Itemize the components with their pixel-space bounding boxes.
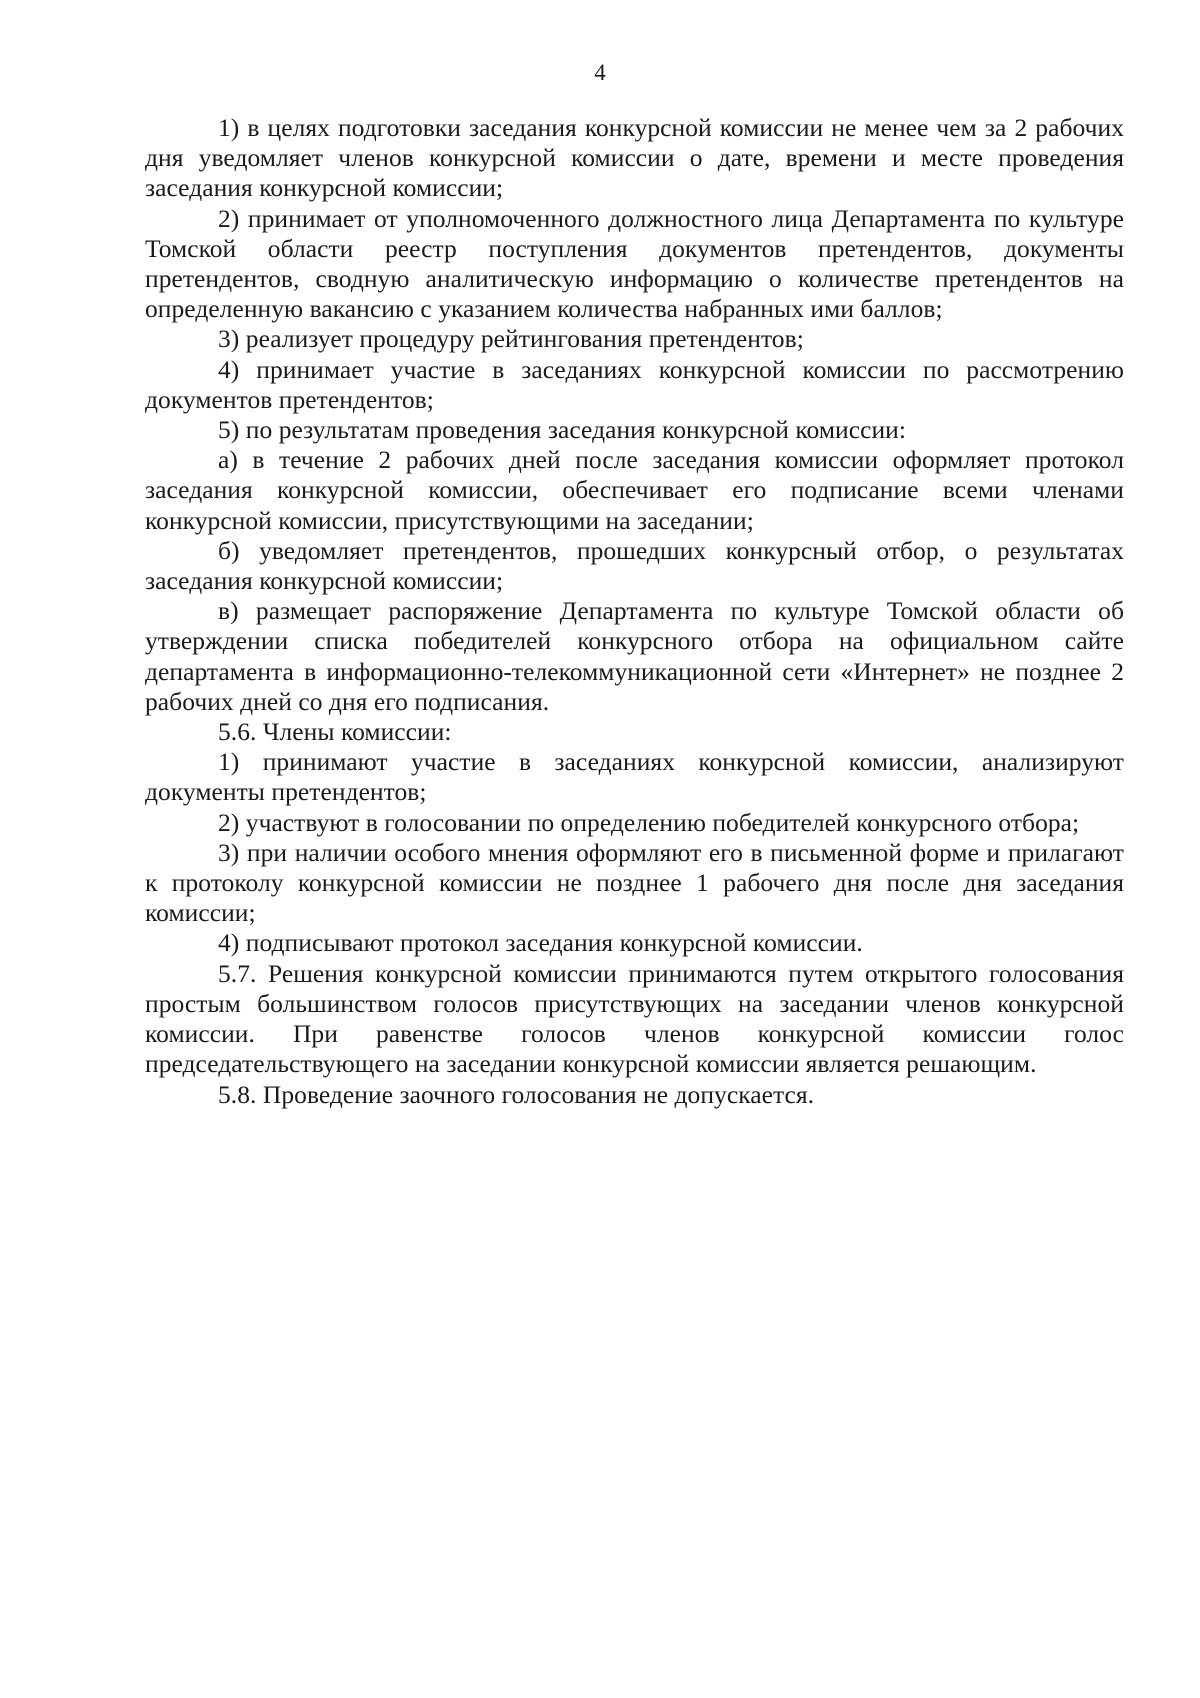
paragraph-subitem-a: а) в течение 2 рабочих дней после заседания комиссии оформляет протокол заседания конкурсной комиссии, обеспечивает его подписание всеми членами конкурсной комиссии, присутствующими на заседании;	[145, 445, 1124, 535]
page-number: 4	[594, 60, 606, 85]
section-5-8-text: 5.8. Проведение заочного голосования не допускается.	[218, 1079, 815, 1109]
paragraph-item-5: 5) по результатам проведения заседания конкурсной комиссии:	[218, 415, 906, 445]
paragraph-item-4: 4) принимает участие в заседаниях конкурсной комиссии по рассмотрению документов претендентов;	[145, 354, 1124, 414]
paragraph-item-3: 3) реализует процедуру рейтингования претендентов;	[218, 324, 804, 354]
members-item-1: 1) принимают участие в заседаниях конкурсной комиссии, анализируют документы претендентов;	[145, 747, 1124, 807]
section-5-7-text: 5.7. Решения конкурсной комиссии принимаются путем открытого голосования простым большинством голосов присутствующих на заседании членов конкурсной комиссии. При равенстве голосов членов конкурсной комиссии голос председательствующего на заседании конкурсной комиссии является решающим.	[145, 958, 1124, 1079]
members-item-2: 2) участвуют в голосовании по определению победителей конкурсного отбора;	[218, 807, 1080, 837]
paragraph-subitem-v: в) размещает распоряжение Департамента по культуре Томской области об утверждении списка победителей конкурсного отбора на официальном сайте департамента в информационно-телекоммуникационной сети «Интернет» не позднее 2 рабочих дней со дня его подписания.	[145, 596, 1124, 716]
section-5-6-heading: 5.6. Члены комиссии:	[218, 717, 452, 747]
members-item-4: 4) подписывают протокол заседания конкурсной комиссии.	[218, 928, 863, 958]
paragraph-item-2: 2) принимает от уполномоченного должностного лица Департамента по культуре Томской области реестр поступления документов претендентов, документы претендентов, сводную аналитическую информацию о количестве претендентов на определенную вакансию с указанием количества набранных ими баллов;	[145, 203, 1124, 324]
members-item-3: 3) при наличии особого мнения оформляют его в письменной форме и прилагают к протоколу конкурсной комиссии не позднее 1 рабочего дня после дня заседания комиссии;	[145, 837, 1124, 928]
paragraph-item-1: 1) в целях подготовки заседания конкурсной комиссии не менее чем за 2 рабочих дня уведомляет членов конкурсной комиссии о дате, времени и месте проведения заседания конкурсной комиссии;	[145, 113, 1124, 203]
document-body	[145, 113, 1124, 1110]
paragraph-subitem-b: б) уведомляет претендентов, прошедших конкурсный отбор, о результатах заседания конкурсной комиссии;	[145, 535, 1124, 596]
